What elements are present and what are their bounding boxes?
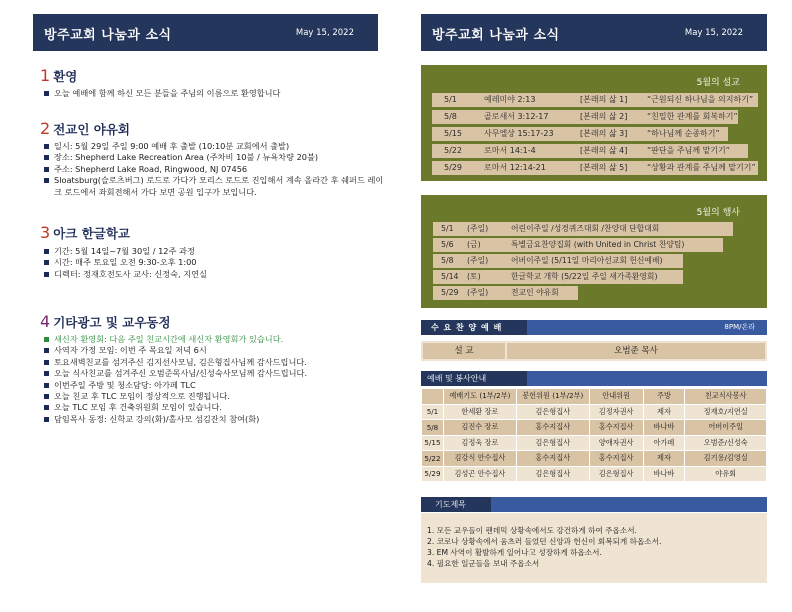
table-cell: 홍수지집사 — [589, 451, 643, 467]
school-list — [44, 246, 389, 280]
event-row: 5/29 (주일) 전교인 야유회 — [433, 286, 578, 300]
sermons-title: 5월의 설교 — [696, 78, 740, 88]
list-item: 토요새벽친교를 섬겨주신 김지선사모님, 김은형집사님께 감사드립니다. — [44, 357, 389, 368]
list-item: 일시: 5월 29일 주일 9:00 예배 후 출발 (10:10분 교회에서 출발) — [44, 141, 389, 152]
prayer-bar — [421, 497, 767, 512]
table-cell: 홍수지집사 — [589, 420, 643, 436]
table-row — [422, 466, 767, 482]
prayer-list — [427, 525, 661, 569]
page-date: May 15, 2022 — [684, 28, 743, 38]
welcome-list — [44, 88, 389, 99]
list-item: 담임목사 동정: 신학교 강의(화)/홀사모 섬김잔치 참여(화) — [44, 414, 389, 425]
list-item: 3. EM 사역이 활발하게 일어나고 성장하게 하옵소서. — [427, 548, 602, 557]
list-item: 이번주일 주방 및 청소담당: 아가페 TLC — [44, 380, 389, 391]
table-header-row — [422, 389, 767, 405]
right-page-header — [421, 14, 767, 51]
event-row: 5/8 (주일) 어버이주일 (5/11일 마리아선교회 헌신예배) — [433, 254, 683, 268]
table-cell: 5/29 — [422, 466, 444, 482]
table-cell: 바나바 — [643, 420, 685, 436]
sermon-row: 5/22 로마서 14:1-4 [본래의 삶 4] “판단을 주님께 맡기기” — [432, 144, 748, 158]
list-item: 1. 모든 교우들이 팬데믹 상황속에서도 강건하게 하여 주옵소서. — [427, 526, 637, 535]
table-cell: 5/15 — [422, 435, 444, 451]
sermon-row: 5/15 사무엘상 15:17-23 [본래의 삶 3] “하나님께 순종하기” — [432, 127, 728, 141]
table-cell: 제자 — [643, 451, 685, 467]
duty-bar — [421, 371, 767, 386]
list-item: 2. 코로나 상황속에서 움츠러 들었던 신앙과 헌신이 회복되게 하옵소서. — [427, 537, 662, 546]
table-cell: 5/1 — [422, 404, 444, 420]
table-cell: 야유회 — [685, 466, 767, 482]
table-row — [422, 435, 767, 451]
section-picnic-title: 2 전교인 야유회 — [40, 119, 130, 138]
table-cell: 김은형집사 — [516, 466, 589, 482]
prayer-bar-accent — [491, 497, 767, 512]
table-cell: 바나바 — [643, 466, 685, 482]
list-item: 장소: Shepherd Lake Recreation Area (주차비 10불 / 뉴욕차량 20불) — [44, 152, 389, 163]
column-header: 봉헌위원 (1부/2부) — [516, 389, 589, 405]
table-cell: 제자 — [643, 404, 685, 420]
list-item: 오늘 예배에 함께 하신 모든 분들을 주님의 이름으로 환영합니다 — [44, 88, 389, 99]
left-page-header — [33, 14, 378, 51]
table-cell: 아가페 — [643, 435, 685, 451]
table-cell: 홍수지집사 — [516, 420, 589, 436]
table-cell: 김강식 안수집사 — [443, 451, 516, 467]
table-cell: 5/22 — [422, 451, 444, 467]
duty-table — [421, 388, 767, 482]
table-cell: 김정자권사 — [589, 404, 643, 420]
page-title: 방주교회 나눔과 소식 — [432, 28, 560, 43]
section-notices-title: 4 기타광고 및 교우동정 — [40, 312, 171, 331]
table-row — [422, 451, 767, 467]
table-cell: 김은형집사 — [516, 404, 589, 420]
events-title: 5월의 행사 — [696, 208, 740, 218]
column-header: 친교식사봉사 — [685, 389, 767, 405]
event-row: 5/14 (토) 한글학교 개학 (5/22일 주일 새가족환영회) — [433, 270, 683, 284]
sermon-row: 5/29 로마서 12:14-21 [본래의 삶 5] “상황과 관계를 주님께 맡기기” — [432, 161, 758, 175]
duty-bar-accent — [527, 371, 767, 386]
picnic-list — [44, 141, 389, 198]
list-item: 오늘 TLC 모임 후 건축위원회 모임이 있습니다. — [44, 402, 389, 413]
list-item-highlight: 새신자 환영회: 다음 주일 친교시간에 새신자 환영회가 있습니다. — [44, 334, 389, 345]
duty-title: 예배 및 봉사안내 — [427, 374, 487, 383]
events-panel — [421, 195, 767, 308]
prayer-panel — [421, 513, 767, 583]
list-item: 주소: Shepherd Lake Road, Ringwood, NJ 07456 — [44, 164, 389, 175]
list-item: 기간: 5월 14일~7월 30일 / 12주 과정 — [44, 246, 389, 257]
sermon-row: 5/1 예레미야 2:13 [본래의 삶 1] “근원되신 하나님을 의지하기” — [432, 93, 758, 107]
table-row — [422, 404, 767, 420]
column-header: 안내위원 — [589, 389, 643, 405]
table-cell: 정재호/지연실 — [685, 404, 767, 420]
table-cell: 김은형집사 — [516, 435, 589, 451]
page-date: May 15, 2022 — [295, 28, 354, 38]
table-cell: 홍수지집사 — [516, 451, 589, 467]
table-cell: 김기용/김영실 — [685, 451, 767, 467]
table-cell: 김성곤 안수집사 — [443, 466, 516, 482]
list-item: 오늘 친교 후 TLC 모임이 정상적으로 진행됩니다. — [44, 391, 389, 402]
table-cell: 양애자권사 — [589, 435, 643, 451]
event-row: 5/6 (금) 특별금요찬양집회 (with United in Christ 찬양팀) — [433, 238, 723, 252]
list-item: 오늘 식사친교를 섬겨주신 오범준목사님/신성숙사모님께 감사드립니다. — [44, 368, 389, 379]
table-cell: 어버이주일 — [685, 420, 767, 436]
table-row — [422, 420, 767, 436]
service-role: 설 교 — [423, 343, 505, 359]
prayer-title: 기도제목 — [435, 500, 466, 509]
table-cell: 한세환 장로 — [443, 404, 516, 420]
section-welcome-title: 1 환영 — [40, 66, 78, 85]
event-row: 5/1 (주일) 어린이주일 /성경퀴즈대회 /찬양대 단합대회 — [433, 222, 733, 236]
service-bar — [421, 320, 767, 335]
list-item: 시간: 매주 토요일 오전 9:30-오후 1:00 — [44, 257, 389, 268]
notices-list — [44, 334, 389, 425]
list-item: Sloatsburg(슬로츠버그) 로드로 가다가 모리스 로드로 진입해서 계속 올라간 후 쉐퍼드 레이크 로드에서 좌회전해서 가다 보면 공원 입구가 보입니다. — [44, 175, 389, 198]
service-time: 8PM/온라 — [724, 323, 755, 331]
service-row — [421, 341, 767, 361]
service-title: 수 요 찬 양 예 배 — [431, 323, 503, 332]
column-header: 예배기도 (1부/2부) — [443, 389, 516, 405]
table-cell: 오범준/신성숙 — [685, 435, 767, 451]
table-cell: 김정욱 장로 — [443, 435, 516, 451]
service-person: 오범준 목사 — [507, 343, 765, 359]
list-item: 사역자 가정 모임: 이번 주 목요일 저녁 6시 — [44, 345, 389, 356]
table-cell: 김진수 장로 — [443, 420, 516, 436]
list-item: 4. 필요한 일군들을 보내 주옵소서 — [427, 559, 540, 568]
sermons-panel — [421, 65, 767, 181]
table-cell: 김은형집사 — [589, 466, 643, 482]
table-cell: 5/8 — [422, 420, 444, 436]
sermon-row: 5/8 골로새서 3:12-17 [본래의 삶 2] “친밀한 관계를 회복하기” — [432, 110, 738, 124]
column-header — [422, 389, 444, 405]
column-header: 주방 — [643, 389, 685, 405]
section-school-title: 3 아크 한글학교 — [40, 223, 130, 242]
page-title: 방주교회 나눔과 소식 — [44, 28, 172, 43]
list-item: 디렉터: 정재호전도사 교사: 신정숙, 지연실 — [44, 269, 389, 280]
